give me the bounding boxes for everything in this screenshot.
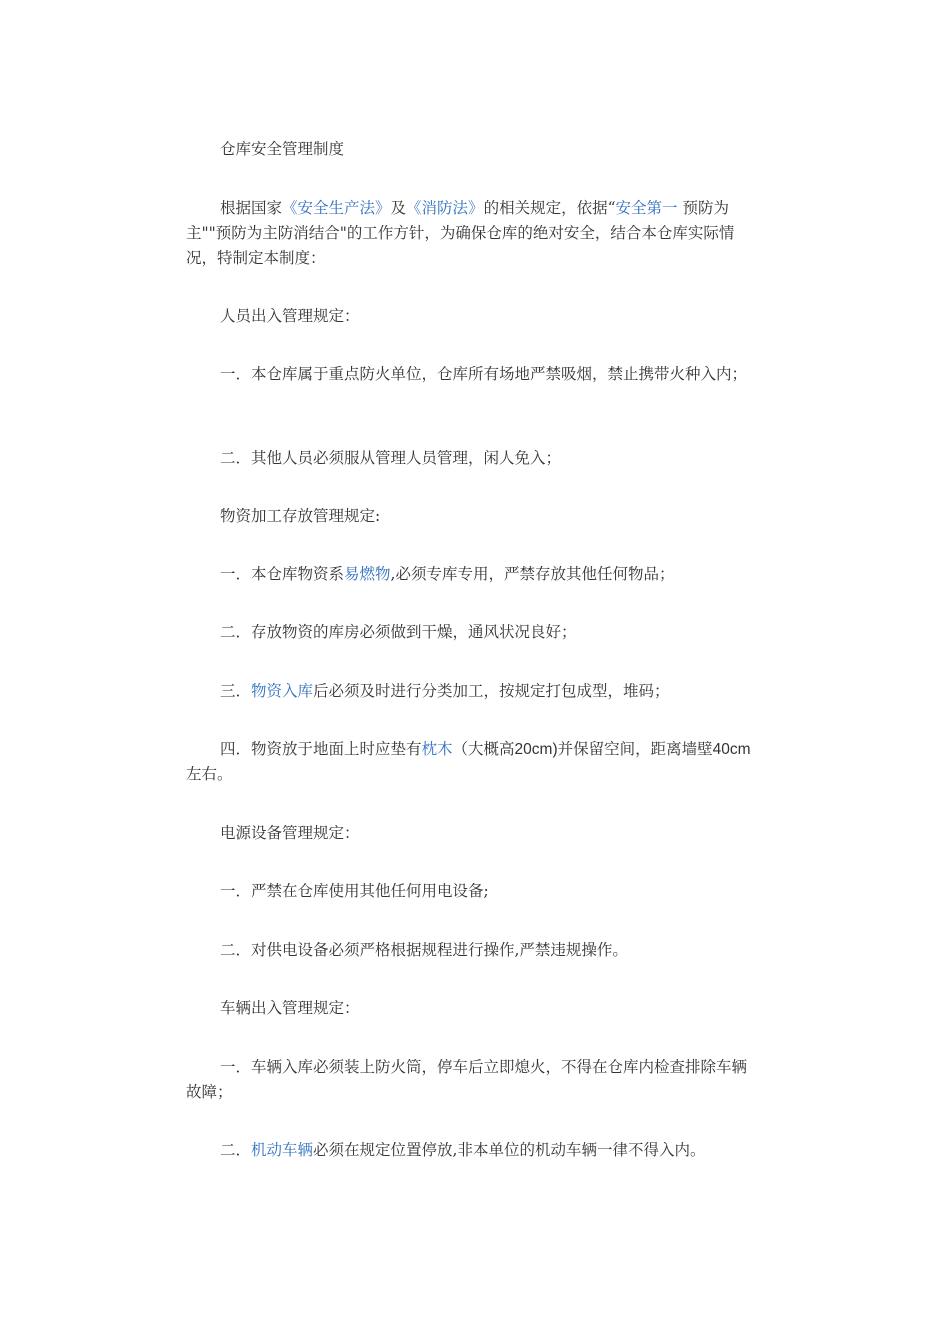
materials-item-3: 三．物资入库后必须及时进行分类加工，按规定打包成型，堆码； xyxy=(220,682,670,700)
personnel-item-2: 二．其他人员必须服从管理人员管理，闲人免入； xyxy=(220,449,562,467)
vehicles-heading: 车辆出入管理规定： xyxy=(220,999,360,1017)
materials-item-4: 四．物资放于地面上时应垫有枕木（大概高20cm)并保留空间，距离墙壁40cm 左右。 xyxy=(186,740,751,783)
vehicles-item-1: 一．车辆入库必须装上防火筒，停车后立即熄火，不得在仓库内检查排除车辆故障； xyxy=(186,1058,748,1101)
intro-paragraph: 根据国家《安全生产法》及《消防法》的相关规定，依据“安全第一 预防为主""预防为主防消结合"的工作方针，为确保仓库的绝对安全，结合本仓库实际情况，特制定本制度： xyxy=(186,199,735,267)
materials-heading: 物资加工存放管理规定: xyxy=(220,507,381,525)
materials-item-1: 一．本仓库物资系易燃物,必须专库专用，严禁存放其他任何物品； xyxy=(220,565,675,583)
link-flammables[interactable]: 易燃物 xyxy=(344,565,391,583)
link-fire-protection-law[interactable]: 《消防法》 xyxy=(406,199,484,217)
link-sleeper[interactable]: 枕木 xyxy=(421,740,453,758)
power-item-1: 一．严禁在仓库使用其他任何用电设备; xyxy=(220,882,489,900)
link-material-storage[interactable]: 物资入库 xyxy=(251,682,314,700)
personnel-heading: 人员出入管理规定： xyxy=(220,307,360,325)
link-safety-production-law[interactable]: 《安全生产法》 xyxy=(282,199,391,217)
materials-item-2: 二．存放物资的库房必须做到干燥，通风状况良好； xyxy=(220,623,577,641)
link-motor-vehicles[interactable]: 机动车辆 xyxy=(251,1141,314,1159)
vehicles-item-2: 二．机动车辆必须在规定位置停放,非本单位的机动车辆一律不得入内。 xyxy=(220,1141,706,1159)
power-item-2: 二．对供电设备必须严格根据规程进行操作,严禁违规操作。 xyxy=(220,941,628,959)
personnel-item-1: 一．本仓库属于重点防火单位，仓库所有场地严禁吸烟，禁止携带火种入内； xyxy=(220,365,748,383)
power-heading: 电源设备管理规定： xyxy=(220,824,360,842)
document-title: 仓库安全管理制度 xyxy=(220,140,345,158)
link-safety-first[interactable]: 安全第一 xyxy=(615,199,678,217)
